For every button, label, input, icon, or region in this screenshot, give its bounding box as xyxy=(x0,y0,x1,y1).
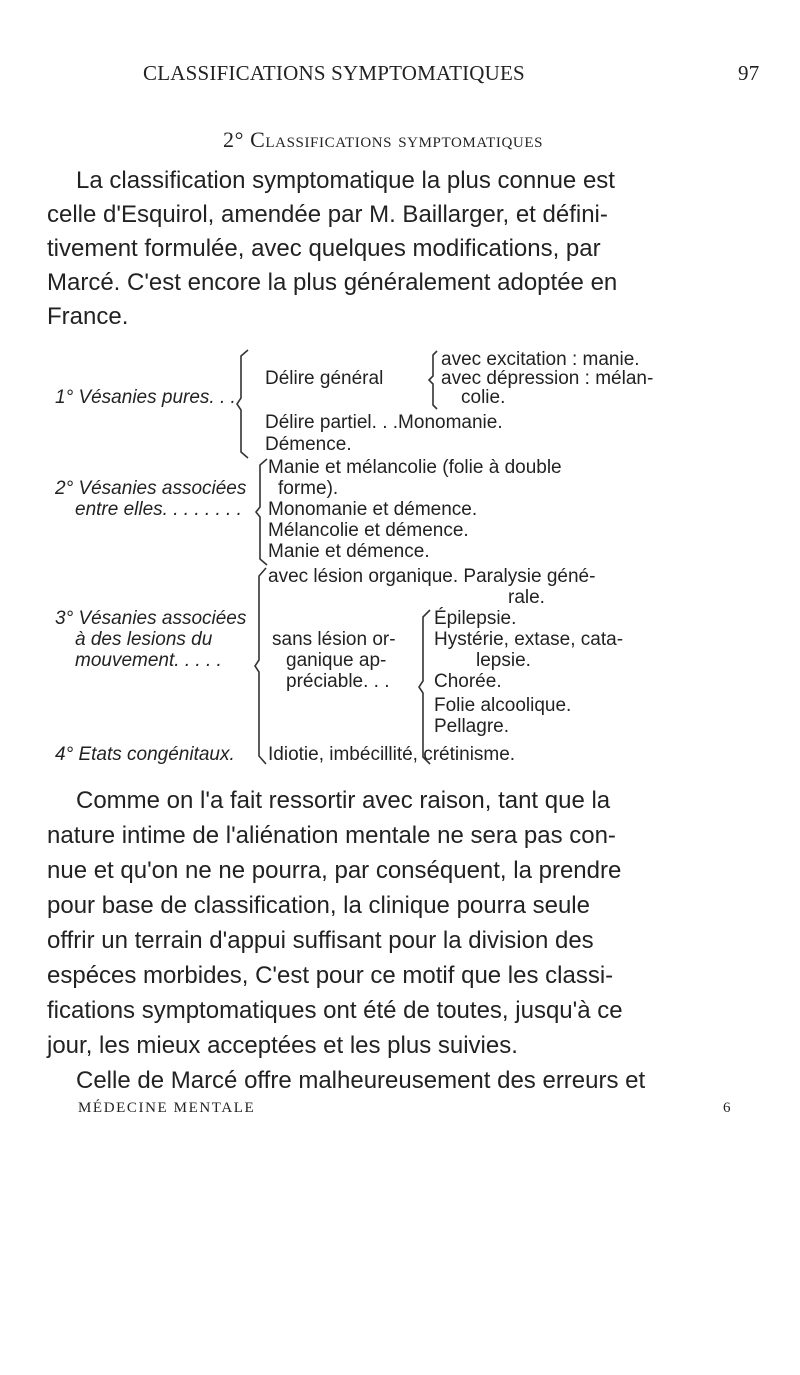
g3-label-3: mouvement. . . . . xyxy=(75,650,222,671)
g3-folie-alcoolique: Folie alcoolique. xyxy=(434,695,572,716)
conclusion-line-8: jour, les mieux acceptées et les plus suivies. xyxy=(47,1032,518,1059)
g4-label: 4° Etats congénitaux. xyxy=(55,744,235,765)
conclusion-line-5: offrir un terrain d'appui suffisant pour la division des xyxy=(47,927,594,954)
g3-organic-2: rale. xyxy=(508,587,545,608)
g3-sans-2: ganique ap- xyxy=(286,650,387,671)
g2-item1a: Manie et mélancolie (folie à double xyxy=(268,457,562,478)
g3-label-2: à des lesions du xyxy=(75,629,213,650)
intro-line-5: France. xyxy=(47,303,129,330)
g1-demence: Démence. xyxy=(265,434,352,455)
conclusion-line-9: Celle de Marcé offre malheureusement des erreurs et xyxy=(76,1067,646,1094)
g1-sub2: avec dépression : mélan- xyxy=(441,368,654,389)
g3-label-1: 3° Vésanies associées xyxy=(55,608,247,629)
g2-item3: Mélancolie et démence. xyxy=(268,520,469,541)
footer-signature: MÉDECINE MENTALE xyxy=(78,1100,256,1116)
intro-line-4: Marcé. C'est encore la plus généralement adoptée en xyxy=(47,269,618,296)
g1-sub-brace xyxy=(427,349,441,411)
g1-sub1: avec excitation : manie. xyxy=(441,349,640,370)
page-number: 97 xyxy=(738,61,760,85)
footer-sheet-number: 6 xyxy=(723,1100,733,1116)
conclusion-line-1: Comme on l'a fait ressortir avec raison, tant que la xyxy=(76,787,611,814)
g3-sans-1: sans lésion or- xyxy=(272,629,396,650)
g3-brace xyxy=(254,566,274,766)
conclusion-line-7: fications symptomatiques ont été de toutes, jusqu'à ce xyxy=(47,997,623,1024)
g2-item4: Manie et démence. xyxy=(268,541,430,562)
g1-brace xyxy=(236,348,258,460)
g1-delire-partiel: Délire partiel. . .Monomanie. xyxy=(265,412,503,433)
g3-sans-3: préciable. . . xyxy=(286,671,390,692)
g2-item2: Monomanie et démence. xyxy=(268,499,478,520)
conclusion-line-3: nue et qu'on ne ne pourra, par conséquent, la prendre xyxy=(47,857,622,884)
g1-delire-general: Délire général xyxy=(265,368,384,389)
conclusion-line-6: espéces morbides, C'est pour ce motif que les classi- xyxy=(47,962,614,989)
section-title: 2° Classifications symptomatiques xyxy=(223,127,544,152)
g2-label-2: entre elles. . . . . . . . xyxy=(75,499,242,520)
g3-choree: Chorée. xyxy=(434,671,502,692)
intro-line-2: celle d'Esquirol, amendée par M. Baillarger, et défini- xyxy=(47,201,608,228)
conclusion-line-2: nature intime de l'aliénation mentale ne sera pas con- xyxy=(47,822,616,849)
g3-organic-1: avec lésion organique. Paralysie géné- xyxy=(268,566,596,587)
g3-epilepsie: Épilepsie. xyxy=(434,608,517,629)
g3-pellagre: Pellagre. xyxy=(434,716,509,737)
g3-hysterie-1: Hystérie, extase, cata- xyxy=(434,629,624,650)
g1-sub3: colie. xyxy=(461,387,506,408)
g1-label: 1° Vésanies pures. . . xyxy=(55,387,236,408)
g2-label-1: 2° Vésanies associées xyxy=(55,478,247,499)
g4-text: Idiotie, imbécillité, crétinisme. xyxy=(268,744,516,765)
running-title: CLASSIFICATIONS SYMPTOMATIQUES xyxy=(143,61,525,85)
g3-hysterie-2: lepsie. xyxy=(476,650,531,671)
conclusion-line-4: pour base de classification, la clinique pourra seule xyxy=(47,892,590,919)
g2-item1b: forme). xyxy=(278,478,339,499)
intro-line-1: La classification symptomatique la plus connue est xyxy=(76,167,615,194)
intro-line-3: tivement formulée, avec quelques modifications, par xyxy=(47,235,601,262)
